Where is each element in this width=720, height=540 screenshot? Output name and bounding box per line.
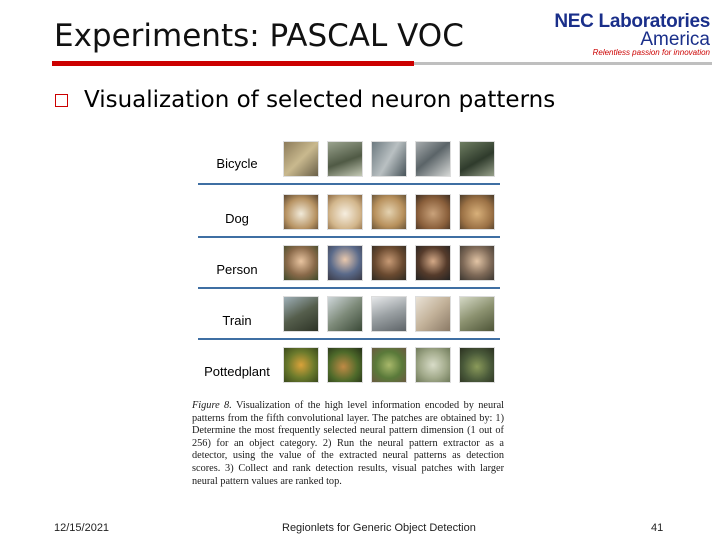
title-rule-red bbox=[52, 61, 414, 66]
patch-strip bbox=[283, 296, 503, 332]
image-patch bbox=[327, 245, 363, 281]
image-patch bbox=[415, 347, 451, 383]
patch-strip bbox=[283, 347, 503, 383]
row-label: Person bbox=[216, 262, 258, 277]
image-patch bbox=[371, 347, 407, 383]
image-patch bbox=[415, 194, 451, 230]
logo-tagline: Relentless passion for innovation bbox=[592, 48, 710, 57]
row-divider bbox=[198, 183, 500, 185]
logo-line1: NEC Laboratories bbox=[554, 11, 710, 32]
image-patch bbox=[283, 141, 319, 177]
image-patch bbox=[459, 141, 495, 177]
image-patch bbox=[371, 296, 407, 332]
figure-row bbox=[196, 293, 500, 343]
image-patch bbox=[327, 347, 363, 383]
image-patch bbox=[459, 245, 495, 281]
figure-row bbox=[196, 191, 500, 241]
slide-title: Experiments: PASCAL VOC bbox=[54, 18, 464, 54]
hollow-square-bullet-icon bbox=[55, 94, 68, 107]
row-label: Pottedplant bbox=[204, 364, 270, 379]
bullet-text: Visualization of selected neuron patterns bbox=[84, 87, 556, 113]
figure-row bbox=[196, 242, 500, 292]
image-patch bbox=[327, 296, 363, 332]
image-patch bbox=[371, 245, 407, 281]
image-patch bbox=[283, 245, 319, 281]
row-divider bbox=[198, 287, 500, 289]
row-divider bbox=[198, 338, 500, 340]
patch-strip bbox=[283, 141, 503, 177]
nec-logo bbox=[554, 12, 710, 58]
row-divider bbox=[198, 236, 500, 238]
image-patch bbox=[459, 296, 495, 332]
row-label: Train bbox=[222, 313, 252, 328]
image-patch bbox=[371, 141, 407, 177]
figure-caption bbox=[192, 400, 504, 488]
image-patch bbox=[283, 296, 319, 332]
image-patch bbox=[371, 194, 407, 230]
image-patch bbox=[415, 245, 451, 281]
figure-row bbox=[196, 344, 500, 394]
image-patch bbox=[327, 194, 363, 230]
bullet-item bbox=[55, 87, 555, 113]
patch-strip bbox=[283, 245, 503, 281]
figure-grid bbox=[196, 138, 500, 394]
image-patch bbox=[459, 347, 495, 383]
row-label: Dog bbox=[225, 211, 249, 226]
image-patch bbox=[415, 141, 451, 177]
title-rule-gray bbox=[414, 62, 712, 65]
row-label: Bicycle bbox=[216, 156, 258, 171]
logo-line2: America bbox=[640, 29, 710, 50]
figure-row bbox=[196, 138, 500, 188]
caption-figure-label: Figure 8. bbox=[192, 400, 232, 411]
image-patch bbox=[415, 296, 451, 332]
image-patch bbox=[283, 194, 319, 230]
image-patch bbox=[327, 141, 363, 177]
footer-date: 12/15/2021 bbox=[54, 522, 110, 534]
image-patch bbox=[283, 347, 319, 383]
patch-strip bbox=[283, 194, 503, 230]
caption-text: Visualization of the high level information encoded by neural patterns from the fifth convolutional layer. The patches are obtained by: 1) Determine the most frequently selected neural pattern dimension (1 out of 256) for an object category. 2) Run the neural pattern extractor as a detector, using the value of the extracted neural patterns as detection scores. 3) Collect and rank detection results, visual patches with larger neural pattern values are ranked top. bbox=[192, 400, 504, 487]
image-patch bbox=[459, 194, 495, 230]
footer-title: Regionlets for Generic Object Detection bbox=[282, 522, 476, 534]
footer-page-number: 41 bbox=[651, 522, 664, 534]
